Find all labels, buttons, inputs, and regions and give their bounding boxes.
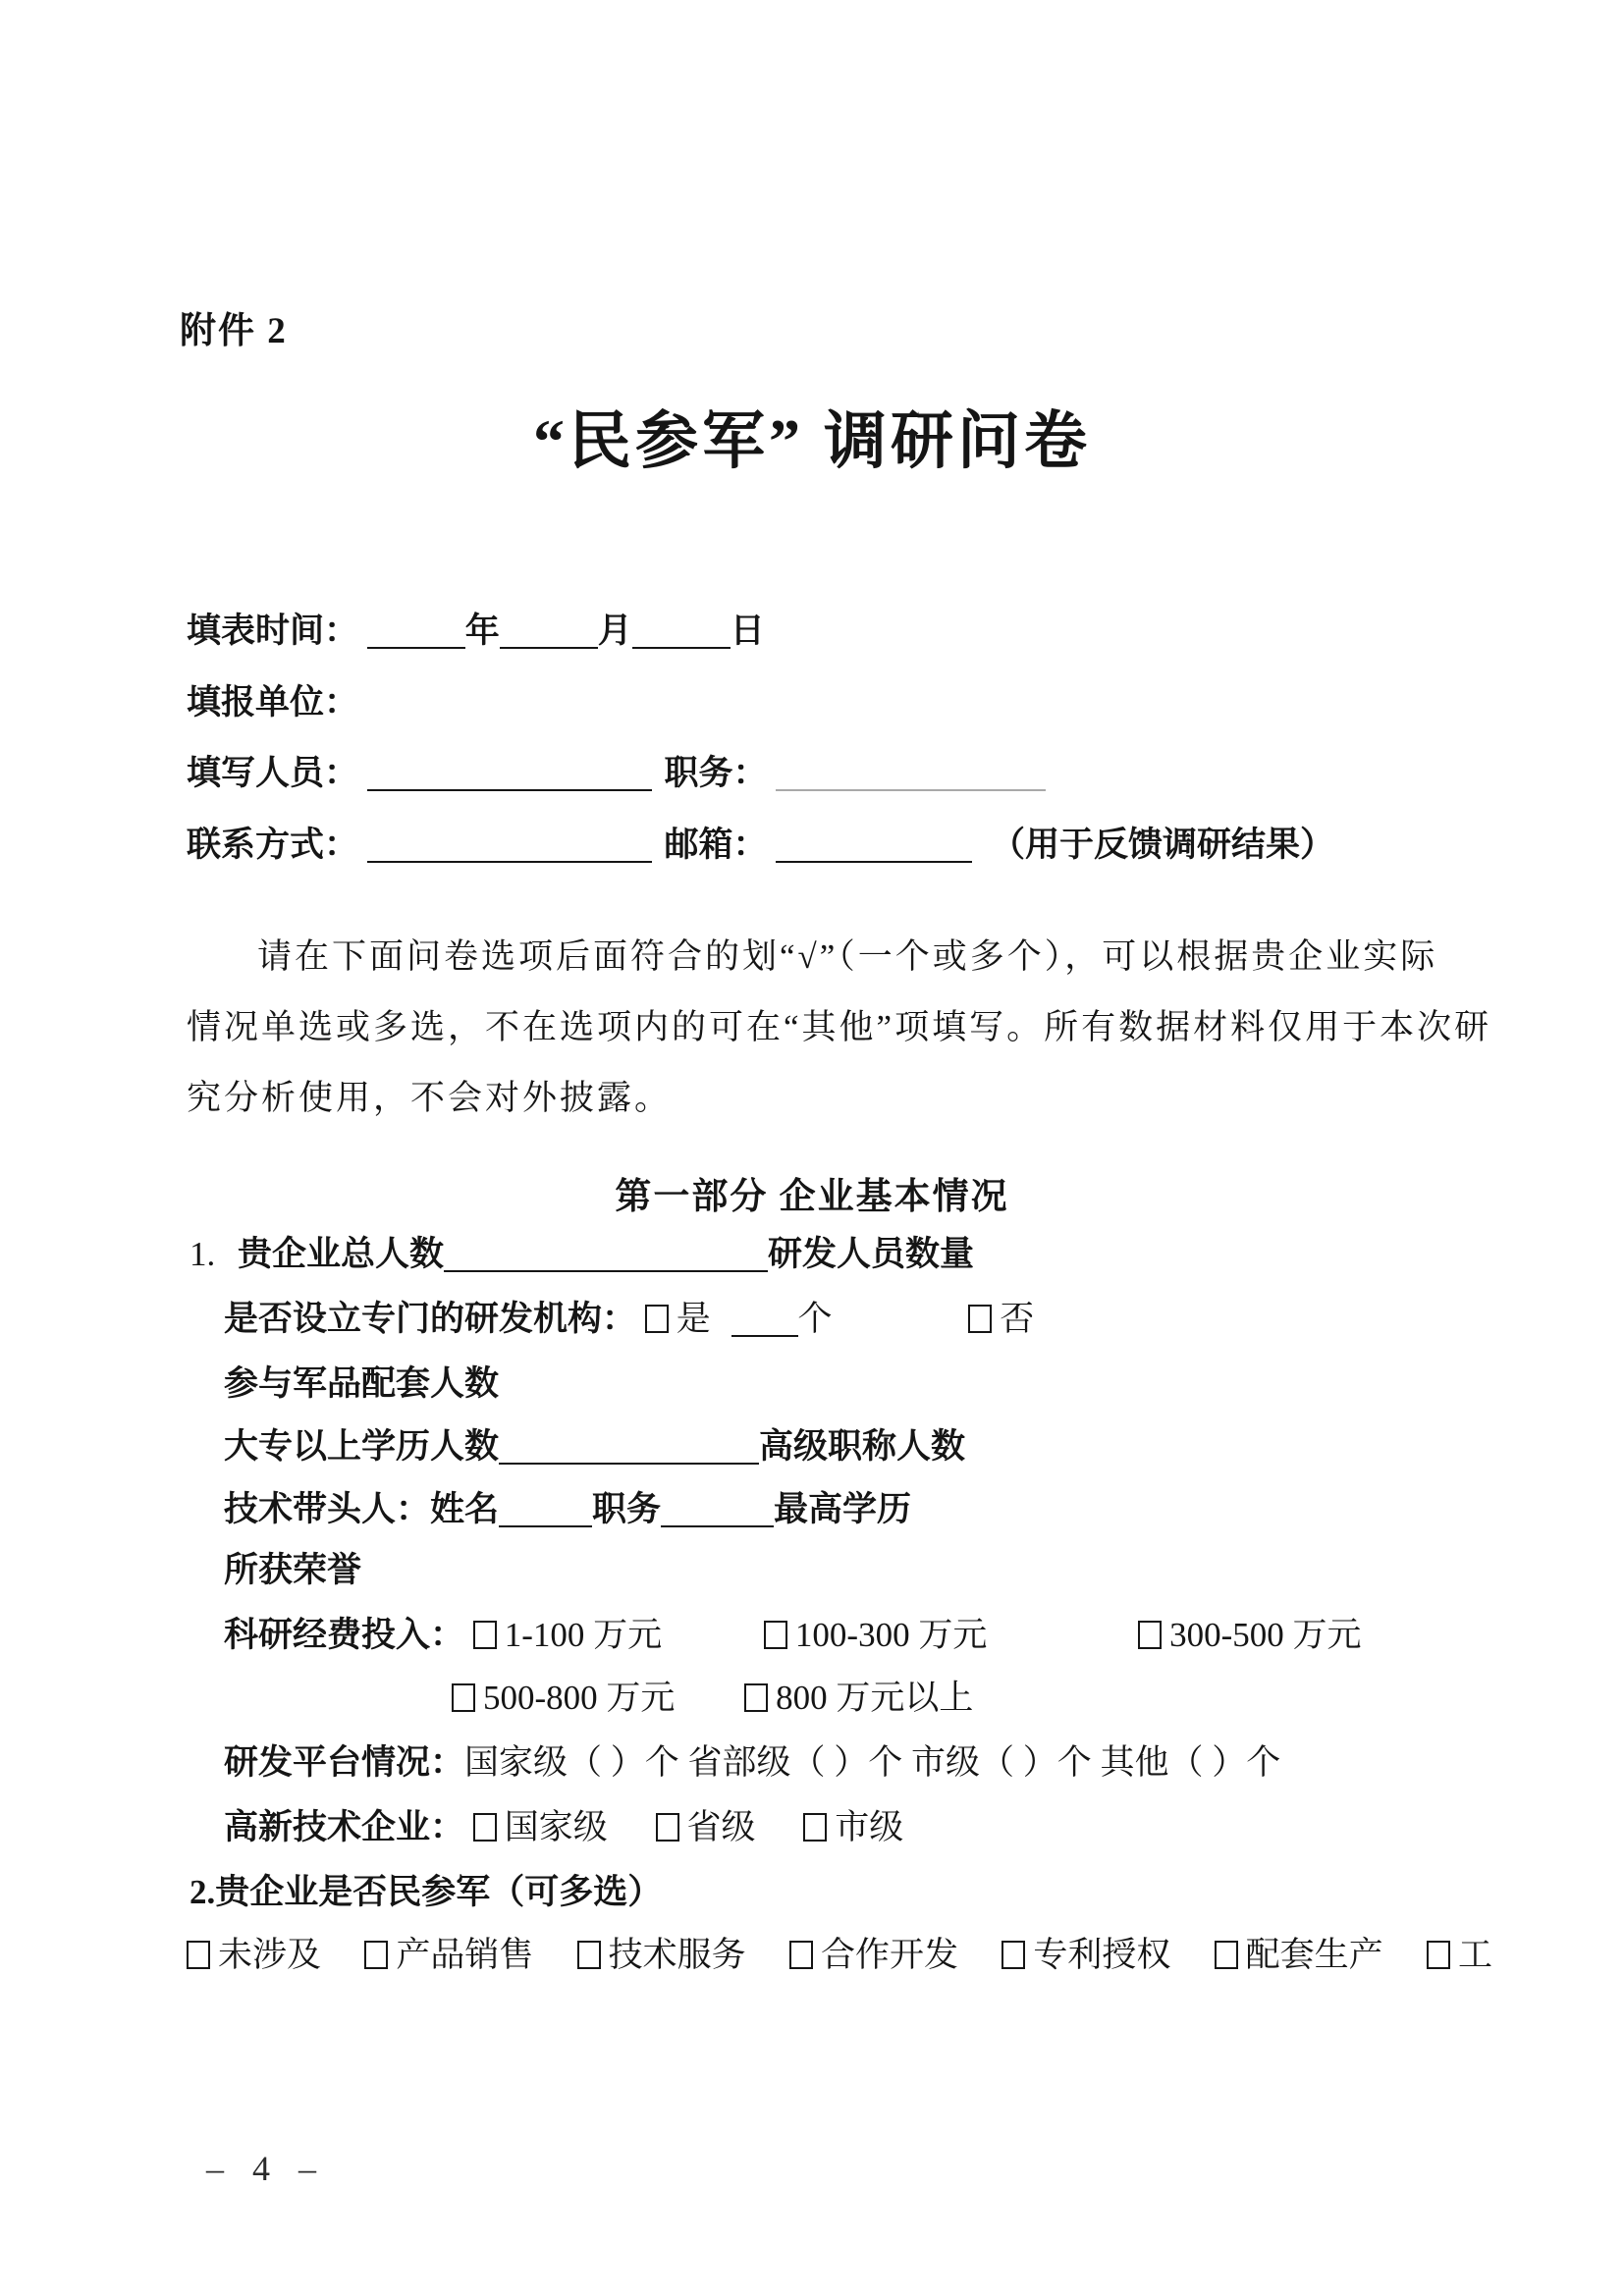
checkbox-rd-org-no [968, 1305, 992, 1333]
q2-option [577, 1928, 746, 1977]
option-label: 500-800 万元 [483, 1679, 676, 1717]
rd-org-unit-label: 个 [797, 1300, 833, 1338]
military-staff-label: 参与军品配套人数 [224, 1364, 500, 1403]
checkbox-funding-1 [473, 1621, 497, 1649]
fill-time-year-blank [367, 617, 465, 649]
q2-option [187, 1928, 321, 1977]
checkbox-funding-5 [744, 1683, 768, 1712]
q2-option [1215, 1928, 1383, 1977]
intro-line-1: 请在下面问卷选项后面符合的划“√”（一个或多个），可以根据贵企业实际 [257, 937, 1438, 976]
page-title: “民参军” 调研问卷 [533, 406, 1091, 476]
checkbox-hightech-province [656, 1813, 679, 1842]
rd-org-no-label: 否 [1000, 1300, 1035, 1338]
option-label: 未涉及 [218, 1936, 322, 1974]
hightech-option [656, 1808, 756, 1846]
q1-total-label: 贵企业总人数 [238, 1235, 445, 1273]
fill-person-blank [367, 760, 652, 791]
email-label: 邮箱： [664, 826, 768, 864]
military-staff-row [224, 1357, 499, 1406]
email-blank [776, 831, 972, 863]
college-blank [499, 1433, 759, 1465]
rd-org-yes-label: 是 [676, 1300, 711, 1338]
checkbox-q2-5 [1001, 1941, 1025, 1969]
checkbox-rd-org-yes [645, 1305, 669, 1333]
feedback-note: （用于反馈调研结果） [991, 826, 1335, 864]
rd-org-row [224, 1292, 1034, 1341]
option-label: 800 万元以上 [776, 1679, 974, 1717]
fill-person-label: 填写人员： [187, 754, 359, 792]
contact-row [187, 818, 1334, 867]
option-label: 技术服务 [608, 1936, 746, 1974]
checkbox-hightech-city [803, 1813, 827, 1842]
platform-row [224, 1735, 1280, 1785]
duty-label: 职务： [664, 754, 768, 792]
fill-person-row [187, 746, 1046, 795]
option-label: 省级 [686, 1808, 756, 1846]
education-row [224, 1419, 965, 1468]
funding-row-2 [452, 1671, 973, 1720]
checkbox-q2-4 [789, 1941, 813, 1969]
fill-time-label: 填表时间： [187, 612, 359, 650]
option-label: 100-300 万元 [794, 1616, 988, 1654]
fill-time-row [187, 604, 765, 653]
q2-options-row [187, 1928, 1492, 1977]
funding-row-1 [224, 1608, 1361, 1657]
checkbox-funding-4 [452, 1683, 475, 1712]
funding-label: 科研经费投入： [224, 1616, 465, 1654]
option-label: 配套生产 [1245, 1936, 1383, 1974]
funding-option [473, 1616, 662, 1654]
q2-row: 2.贵企业是否民参军（可多选） [189, 1873, 663, 1911]
checkbox-funding-2 [764, 1621, 787, 1649]
option-label: 合作开发 [820, 1936, 958, 1974]
duty-blank [776, 760, 1046, 791]
hightech-option [803, 1808, 903, 1846]
hightech-row [224, 1800, 903, 1849]
fill-time-day-blank [632, 617, 731, 649]
q1-rd-label: 研发人员数量 [768, 1235, 975, 1273]
q2-option [1427, 1928, 1492, 1977]
q2-option [789, 1928, 958, 1977]
checkbox-funding-3 [1138, 1621, 1162, 1649]
month-label: 月 [597, 612, 632, 650]
platform-text: 国家级（ ）个 省部级（ ）个 市级（ ）个 其他（ ）个 [464, 1743, 1281, 1782]
checkbox-q2-7 [1427, 1941, 1450, 1969]
tech-leader-row [224, 1482, 911, 1531]
day-label: 日 [730, 612, 765, 650]
q2-option [364, 1928, 533, 1977]
rd-org-label: 是否设立专门的研发机构： [224, 1300, 637, 1338]
funding-option [764, 1616, 987, 1654]
hightech-label: 高新技术企业： [224, 1808, 465, 1846]
fill-unit-label: 填报单位： [187, 683, 359, 721]
rd-org-count-blank [731, 1306, 798, 1337]
contact-label: 联系方式： [187, 826, 359, 864]
college-label: 大专以上学历人数 [224, 1427, 500, 1466]
funding-option [744, 1679, 973, 1717]
senior-label: 高级职称人数 [759, 1427, 966, 1466]
option-label: 工 [1457, 1936, 1492, 1974]
leader-name-blank [499, 1496, 592, 1527]
option-label: 1-100 万元 [504, 1616, 663, 1654]
hightech-option [473, 1808, 608, 1846]
checkbox-q2-6 [1215, 1941, 1238, 1969]
funding-option [1138, 1616, 1361, 1654]
option-label: 300-500 万元 [1169, 1616, 1362, 1654]
option-label: 产品销售 [396, 1936, 534, 1974]
option-label: 市级 [835, 1808, 904, 1846]
leader-duty-label: 职务 [592, 1490, 662, 1528]
attachment-label: 附件 2 [180, 311, 288, 351]
q1-row [189, 1227, 974, 1276]
checkbox-q2-1 [187, 1941, 210, 1969]
option-label: 国家级 [504, 1808, 608, 1846]
year-label: 年 [464, 612, 500, 650]
q1-number: 1. [189, 1235, 216, 1273]
funding-option [452, 1679, 675, 1717]
checkbox-q2-3 [577, 1941, 601, 1969]
fill-time-month-blank [500, 617, 598, 649]
q2-option [1001, 1928, 1170, 1977]
option-label: 专利授权 [1033, 1936, 1171, 1974]
q1-total-blank [444, 1241, 768, 1272]
section-heading: 第一部分 企业基本情况 [615, 1177, 1009, 1217]
checkbox-q2-2 [364, 1941, 388, 1969]
honor-row [224, 1543, 361, 1592]
leader-name-label: 技术带头人：姓名 [224, 1490, 500, 1528]
leader-duty-blank [661, 1496, 774, 1527]
intro-line-2: 情况单选或多选，不在选项内的可在“其他”项填写。所有数据材料仅用于本次研 [187, 1008, 1492, 1046]
honor-label: 所获荣誉 [224, 1551, 362, 1589]
platform-label: 研发平台情况： [224, 1743, 465, 1782]
fill-unit-row [187, 675, 358, 724]
page-number: – 4 – [206, 2149, 326, 2188]
leader-degree-label: 最高学历 [774, 1490, 912, 1528]
intro-line-3: 究分析使用，不会对外披露。 [187, 1079, 673, 1117]
contact-blank [367, 831, 652, 863]
checkbox-hightech-national [473, 1813, 497, 1842]
